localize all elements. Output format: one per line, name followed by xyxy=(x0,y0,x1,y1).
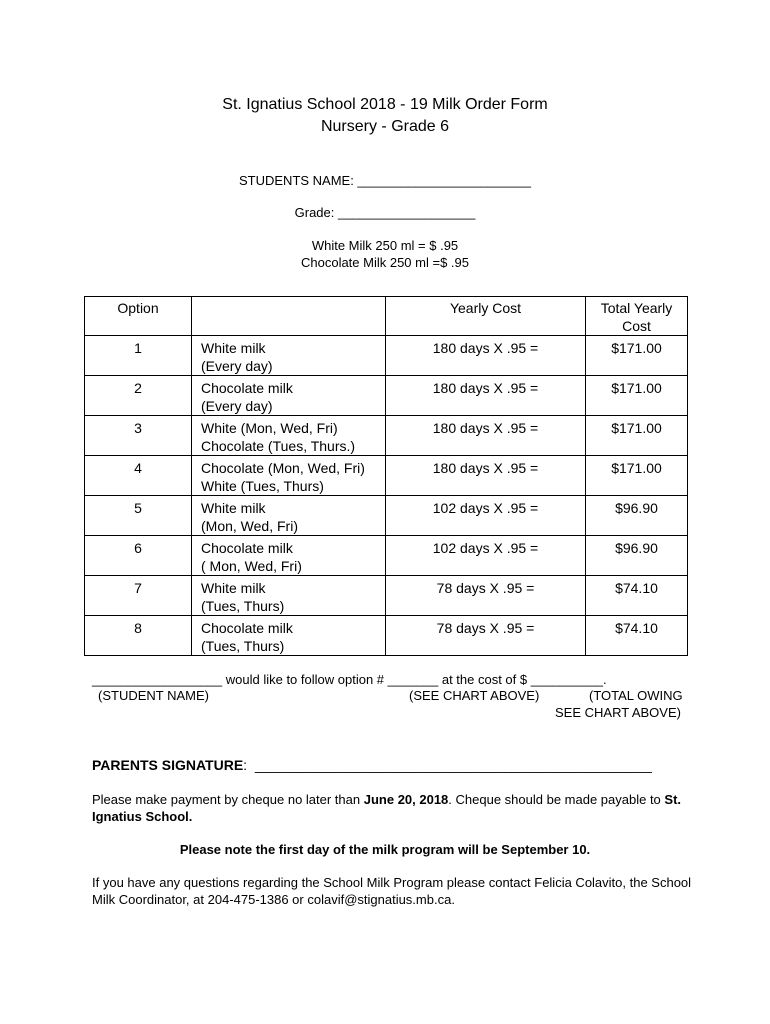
option-number: 6 xyxy=(85,536,192,576)
white-milk-price: White Milk 250 ml = $ .95 xyxy=(311,238,459,253)
yearly-cost: 180 days X .95 = xyxy=(386,456,586,496)
description-line: White milk xyxy=(201,580,266,596)
description-line: Chocolate (Mon, Wed, Fri) xyxy=(201,460,365,476)
chocolate-milk-price: Chocolate Milk 250 ml =$ .95 xyxy=(300,255,469,270)
yearly-cost: 180 days X .95 = xyxy=(386,416,586,456)
description-line: (Tues, Thurs) xyxy=(201,638,285,654)
payment-text: Please make payment by cheque no later than xyxy=(92,792,364,807)
description-line: White (Tues, Thurs) xyxy=(201,478,324,494)
total-cost: $96.90 xyxy=(586,536,688,576)
yearly-cost: 78 days X .95 = xyxy=(386,576,586,616)
total-owing-caption-2: SEE CHART ABOVE) xyxy=(555,705,681,720)
option-number: 4 xyxy=(85,456,192,496)
table-row xyxy=(85,456,688,496)
option-number: 2 xyxy=(85,376,192,416)
contact-info: If you have any questions regarding the School Milk Program please contact Felicia Colavito, the School Milk Coordinator, at 204-475-1386 or colavif@stignatius.mb.ca. xyxy=(92,875,692,907)
header-option: Option xyxy=(85,297,192,336)
total-cost: $74.10 xyxy=(586,616,688,656)
option-number: 5 xyxy=(85,496,192,536)
option-number: 1 xyxy=(85,336,192,376)
total-cost: $74.10 xyxy=(586,576,688,616)
yearly-cost: 78 days X .95 = xyxy=(386,616,586,656)
total-owing-caption: (TOTAL OWING xyxy=(589,688,683,703)
header-total-yearly-cost: Total Yearly Cost xyxy=(586,297,688,336)
description-line: (Mon, Wed, Fri) xyxy=(201,518,298,534)
option-description xyxy=(192,576,386,616)
table-row xyxy=(85,496,688,536)
table-row xyxy=(85,616,688,656)
table-row xyxy=(85,576,688,616)
option-description xyxy=(192,616,386,656)
signature-blank: : ___________________________________________________ xyxy=(243,757,652,773)
option-number: 8 xyxy=(85,616,192,656)
option-description xyxy=(192,376,386,416)
option-description xyxy=(192,536,386,576)
total-cost: $171.00 xyxy=(586,376,688,416)
description-line: White milk xyxy=(201,500,266,516)
option-description xyxy=(192,336,386,376)
description-line: (Tues, Thurs) xyxy=(201,598,285,614)
payment-deadline: June 20, 2018 xyxy=(363,792,449,807)
form-subtitle: Nursery - Grade 6 xyxy=(320,118,450,135)
payment-instructions xyxy=(92,791,692,825)
header-description xyxy=(192,297,386,336)
description-line: Chocolate milk xyxy=(201,380,293,396)
program-start-notice: Please note the first day of the milk program will be September 10. xyxy=(179,842,591,857)
description-line: (Every day) xyxy=(201,358,273,374)
yearly-cost: 102 days X .95 = xyxy=(386,536,586,576)
yearly-cost: 180 days X .95 = xyxy=(386,376,586,416)
option-description xyxy=(192,416,386,456)
table-row xyxy=(85,536,688,576)
total-cost: $96.90 xyxy=(586,496,688,536)
description-line: Chocolate milk xyxy=(201,540,293,556)
student-name-caption: (STUDENT NAME) xyxy=(98,688,209,703)
total-cost: $171.00 xyxy=(586,336,688,376)
table-header-row xyxy=(85,297,688,336)
header-yearly-cost: Yearly Cost xyxy=(386,297,586,336)
description-line: Chocolate (Tues, Thurs.) xyxy=(201,438,356,454)
option-number: 7 xyxy=(85,576,192,616)
total-cost: $171.00 xyxy=(586,456,688,496)
description-line: Chocolate milk xyxy=(201,620,293,636)
table-row xyxy=(85,336,688,376)
grade-field: Grade: ___________________ xyxy=(294,205,476,220)
table-row xyxy=(85,376,688,416)
description-line: White (Mon, Wed, Fri) xyxy=(201,420,338,436)
form-title: St. Ignatius School 2018 - 19 Milk Order Form xyxy=(222,96,548,113)
see-chart-caption: (SEE CHART ABOVE) xyxy=(409,688,540,703)
parents-signature-line xyxy=(92,756,652,774)
option-description xyxy=(192,496,386,536)
description-line: White milk xyxy=(201,340,266,356)
table-row xyxy=(85,416,688,456)
total-cost: $171.00 xyxy=(586,416,688,456)
yearly-cost: 102 days X .95 = xyxy=(386,496,586,536)
signature-label: PARENTS SIGNATURE xyxy=(92,757,244,773)
milk-options-table xyxy=(84,296,688,656)
payment-payee: St. Ignatius School. xyxy=(92,792,682,824)
student-name-field: STUDENTS NAME: ________________________ xyxy=(239,173,531,188)
description-line: (Every day) xyxy=(201,398,273,414)
yearly-cost: 180 days X .95 = xyxy=(386,336,586,376)
option-description xyxy=(192,456,386,496)
follow-option-sentence: __________________ would like to follow option # _______ at the cost of $ __________. xyxy=(92,672,607,687)
description-line: ( Mon, Wed, Fri) xyxy=(201,558,302,574)
option-number: 3 xyxy=(85,416,192,456)
payment-text-2: . Cheque should be made payable to xyxy=(448,792,665,807)
